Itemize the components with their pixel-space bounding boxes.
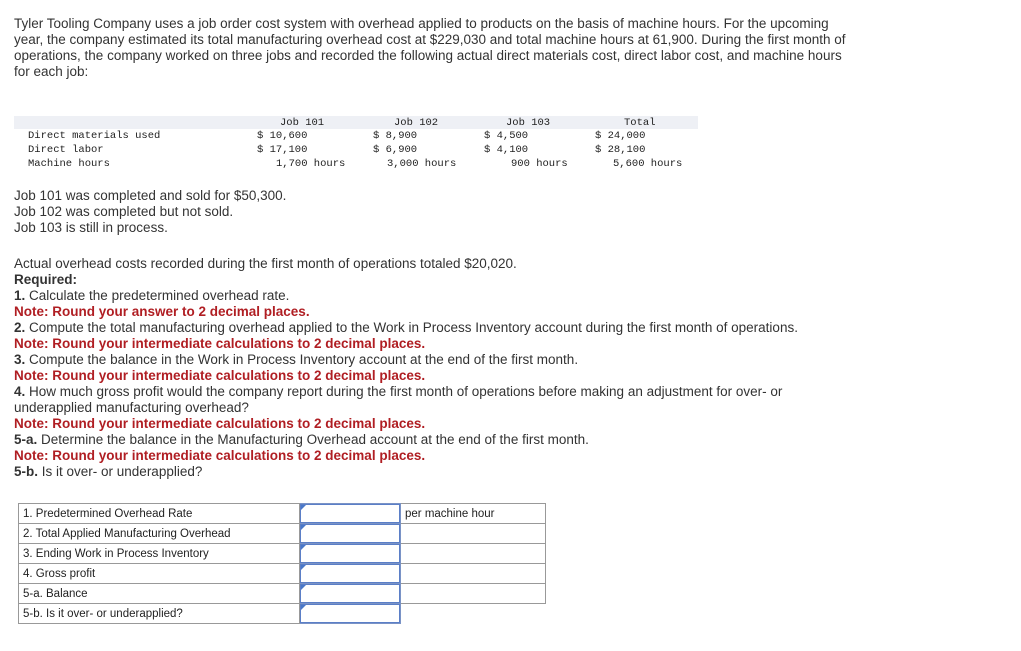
unit-label: per machine hour [401,504,546,524]
predetermined-rate-input[interactable] [300,504,400,523]
fact-line: Job 102 was completed but not sold. [14,204,234,219]
requirement-1 [14,288,864,304]
row-label: Direct labor [28,144,104,156]
answer-label: 1. Predetermined Overhead Rate [19,504,300,524]
requirement-text: Is it over- or underapplied? [38,464,203,479]
fact-line: Job 103 is still in process. [14,220,168,235]
requirement-text: How much gross profit would the company report during the first month of operations before making an adjustment for over- or underapplied manufacturing overhead? [14,384,783,415]
cell-total: $ 28,100 [595,144,646,156]
overhead-balance-input[interactable] [300,584,400,603]
input-marker-icon [301,505,306,510]
requirement-text: Determine the balance in the Manufacturing Overhead account at the end of the first month. [37,432,589,447]
fact-line: Job 101 was completed and sold for $50,300. [14,188,287,203]
requirement-3 [14,352,864,368]
answer-cell[interactable] [300,504,401,524]
problem-intro: Tyler Tooling Company uses a job order cost system with overhead applied to products on the basis of machine hours. For the upcoming year, the company estimated its total manufacturing overhead cost at $229,030 and total machine hours at 61,900. During the first month of operations, the company worked on three jobs and recorded the following actual direct materials cost, direct labor cost, and machine hours for each job: [14,16,846,79]
table-row [14,129,698,143]
requirement-text: Compute the total manufacturing overhead applied to the Work in Process Inventory account during the first month of operations. [25,320,798,335]
job-cost-table [14,116,698,171]
table-row [19,564,546,584]
unit-label [401,584,546,604]
row-label: Direct materials used [28,130,161,142]
job-cost-table-header [14,116,698,129]
cell-job-101: $ 10,600 [257,130,308,142]
requirement-text: Compute the balance in the Work in Process Inventory account at the end of the first month. [25,352,579,367]
requirement-5a [14,432,864,448]
header-job-103: Job 103 [506,117,551,129]
input-marker-icon [301,605,306,610]
answer-table [18,503,546,624]
requirement-number: 1. [14,288,26,303]
cell-job-102: $ 8,900 [373,130,418,142]
cell-job-103: $ 4,100 [484,144,529,156]
cell-total: 5,600 hours [613,158,683,170]
required-heading: Required: [14,272,78,287]
rounding-note: Note: Round your intermediate calculations to 2 decimal places. [14,368,426,383]
applied-overhead-input[interactable] [300,524,400,543]
rounding-note: Note: Round your answer to 2 decimal places. [14,304,310,319]
answer-label: 5-a. Balance [19,584,300,604]
answer-cell[interactable] [300,584,401,604]
answer-label: 3. Ending Work in Process Inventory [19,544,300,564]
requirement-5b [14,464,864,480]
input-marker-icon [301,525,306,530]
cell-job-103: 900 hours [511,158,568,170]
table-row [14,143,698,157]
requirement-number: 4. [14,384,26,399]
table-row [19,524,546,544]
requirement-4 [14,384,864,416]
answer-cell[interactable] [300,544,401,564]
table-row [19,544,546,564]
actual-overhead-text: Actual overhead costs recorded during the first month of operations totaled $20,020. [14,256,517,271]
answer-cell[interactable] [300,524,401,544]
input-marker-icon [301,565,306,570]
answer-cell[interactable] [300,564,401,584]
header-job-102: Job 102 [394,117,439,129]
header-total: Total [624,117,656,129]
requirement-number: 5-b. [14,464,39,479]
table-row [19,504,546,524]
ending-wip-input[interactable] [300,544,400,563]
input-marker-icon [301,585,306,590]
table-row [19,584,546,604]
answer-label: 4. Gross profit [19,564,300,584]
unit-label [401,564,546,584]
header-job-101: Job 101 [280,117,325,129]
answer-label: 2. Total Applied Manufacturing Overhead [19,524,300,544]
unit-label [401,604,546,624]
input-marker-icon [301,545,306,550]
rounding-note: Note: Round your intermediate calculations to 2 decimal places. [14,448,426,463]
cell-job-101: $ 17,100 [257,144,308,156]
job-facts [14,188,286,236]
requirement-number: 2. [14,320,26,335]
requirements-section [14,256,864,480]
cell-job-103: $ 4,500 [484,130,529,142]
over-under-applied-input[interactable] [300,604,400,623]
requirement-2 [14,320,864,336]
row-label: Machine hours [28,158,110,170]
answer-cell[interactable] [300,604,401,624]
table-row [14,157,698,171]
gross-profit-input[interactable] [300,564,400,583]
requirement-number: 5-a. [14,432,38,447]
cell-job-101: 1,700 hours [276,158,346,170]
rounding-note: Note: Round your intermediate calculations to 2 decimal places. [14,336,426,351]
rounding-note: Note: Round your intermediate calculations to 2 decimal places. [14,416,426,431]
cell-job-102: 3,000 hours [387,158,457,170]
answer-label: 5-b. Is it over- or underapplied? [19,604,300,624]
requirement-number: 3. [14,352,26,367]
requirement-text: Calculate the predetermined overhead rate. [25,288,290,303]
cell-total: $ 24,000 [595,130,646,142]
unit-label [401,544,546,564]
table-row [19,604,546,624]
unit-label [401,524,546,544]
cell-job-102: $ 6,900 [373,144,418,156]
